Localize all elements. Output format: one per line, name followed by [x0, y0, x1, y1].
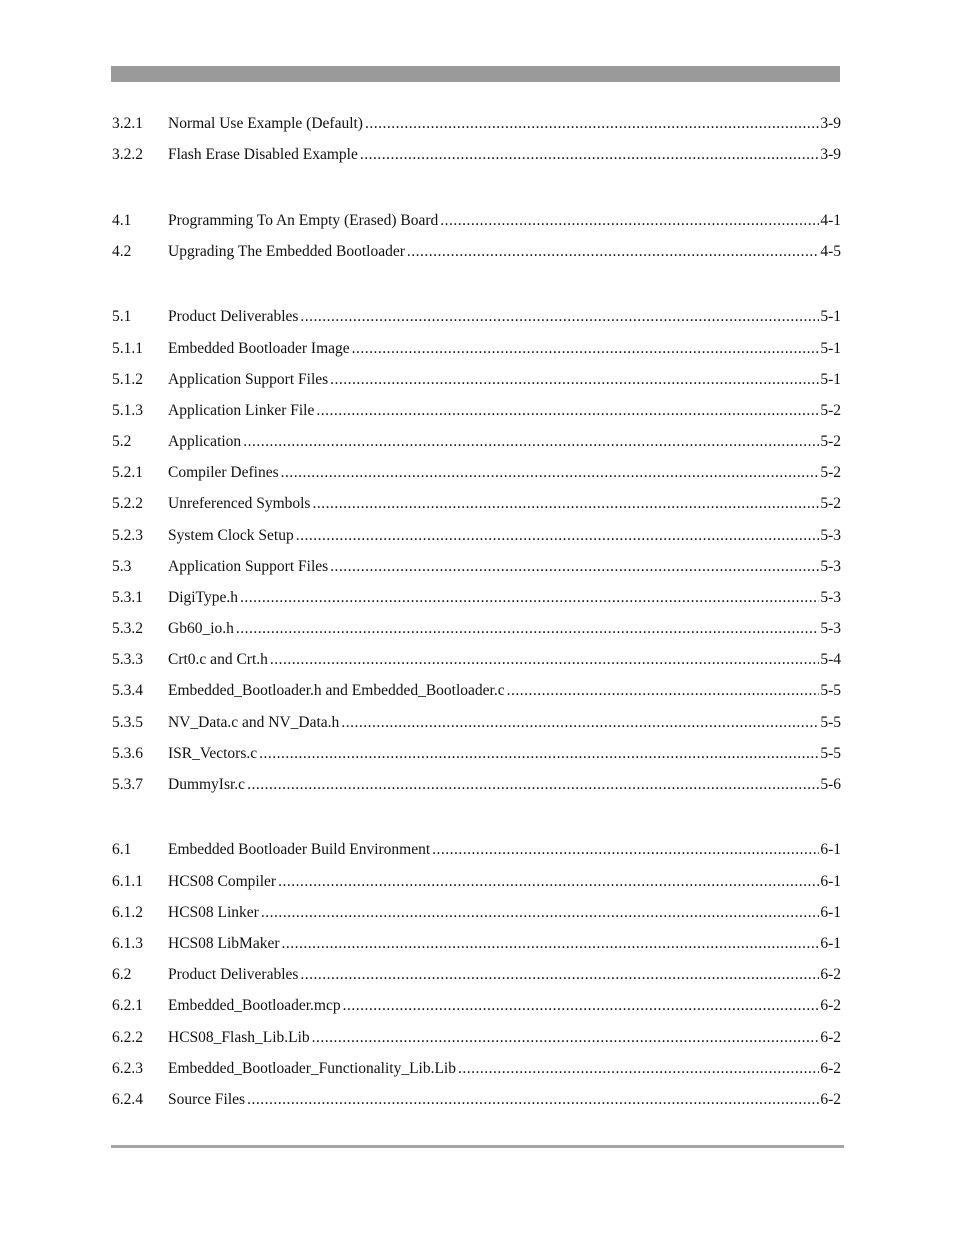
- section-number: 6.2: [112, 966, 132, 983]
- section-title: Source Files: [168, 1091, 246, 1108]
- toc-entry[interactable]: [112, 933, 841, 955]
- table-of-contents: [112, 0, 841, 1235]
- dot-leader: [236, 618, 819, 640]
- dot-leader: [316, 400, 819, 422]
- section-title: HCS08 Linker: [168, 904, 259, 921]
- section-title: Application: [168, 433, 242, 450]
- section-title: HCS08 LibMaker: [168, 935, 280, 952]
- section-title: ISR_Vectors.c: [168, 745, 258, 762]
- page-number: 6-2: [820, 1091, 841, 1108]
- section-number: 5.3.2: [112, 620, 143, 637]
- section-title: Embedded_Bootloader.h and Embedded_Bootloader.c: [168, 682, 505, 699]
- section-number: 6.1.2: [112, 904, 143, 921]
- page-number: 5-5: [820, 682, 841, 699]
- toc-entry[interactable]: [112, 964, 841, 986]
- toc-entry[interactable]: [112, 871, 841, 893]
- section-title: Embedded_Bootloader.mcp: [168, 997, 341, 1014]
- toc-entry[interactable]: [112, 1058, 841, 1080]
- page-number: 4-1: [820, 212, 841, 229]
- section-number: 6.2.1: [112, 997, 143, 1014]
- page-number: 5-2: [820, 402, 841, 419]
- section-title: Compiler Defines: [168, 464, 279, 481]
- page-number: 5-6: [820, 776, 841, 793]
- toc-entry[interactable]: [112, 525, 841, 547]
- dot-leader: [432, 839, 819, 861]
- section-title: Embedded Bootloader Build Environment: [168, 841, 431, 858]
- toc-entry[interactable]: [112, 1027, 841, 1049]
- page-number: 5-2: [820, 464, 841, 481]
- toc-entry[interactable]: [112, 680, 841, 702]
- page-number: 6-1: [820, 935, 841, 952]
- dot-leader: [281, 462, 820, 484]
- section-title: HCS08 Compiler: [168, 873, 277, 890]
- section-number: 3.2.2: [112, 146, 143, 163]
- toc-entry[interactable]: [112, 839, 841, 861]
- section-number: 6.2.4: [112, 1091, 143, 1108]
- page-number: 6-2: [820, 997, 841, 1014]
- section-number: 5.3.4: [112, 682, 143, 699]
- section-title: Product Deliverables: [168, 966, 299, 983]
- dot-leader: [240, 587, 819, 609]
- page-number: 3-9: [820, 146, 841, 163]
- dot-leader: [330, 369, 819, 391]
- dot-leader: [247, 774, 819, 796]
- dot-leader: [261, 902, 819, 924]
- section-number: 4.1: [112, 212, 132, 229]
- section-number: 5.2.2: [112, 495, 143, 512]
- page-number: 5-1: [820, 308, 841, 325]
- dot-leader: [259, 743, 819, 765]
- toc-entry[interactable]: [112, 113, 841, 135]
- section-number: 5.1.2: [112, 371, 143, 388]
- toc-entry[interactable]: [112, 618, 841, 640]
- section-title: Gb60_io.h: [168, 620, 234, 637]
- section-number: 6.2.2: [112, 1029, 143, 1046]
- section-title: Crt0.c and Crt.h: [168, 651, 268, 668]
- section-number: 5.3.6: [112, 745, 143, 762]
- section-title: Upgrading The Embedded Bootloader: [168, 243, 405, 260]
- section-title: Programming To An Empty (Erased) Board: [168, 212, 439, 229]
- toc-entry[interactable]: [112, 144, 841, 166]
- page-number: 6-1: [820, 904, 841, 921]
- page-number: 5-1: [820, 340, 841, 357]
- dot-leader: [352, 338, 820, 360]
- toc-entry[interactable]: [112, 306, 841, 328]
- page-number: 6-1: [820, 873, 841, 890]
- section-title: Embedded_Bootloader_Functionality_Lib.Lib: [168, 1060, 456, 1077]
- page-number: 6-2: [820, 1060, 841, 1077]
- section-title: NV_Data.c and NV_Data.h: [168, 714, 340, 731]
- section-number: 5.1.1: [112, 340, 143, 357]
- dot-leader: [282, 933, 820, 955]
- toc-entry[interactable]: [112, 587, 841, 609]
- dot-leader: [407, 241, 819, 263]
- section-title: Embedded Bootloader Image: [168, 340, 350, 357]
- section-title: Flash Erase Disabled Example: [168, 146, 358, 163]
- toc-entry[interactable]: [112, 462, 841, 484]
- section-number: 6.2.3: [112, 1060, 143, 1077]
- dot-leader: [343, 995, 820, 1017]
- section-title: Application Linker File: [168, 402, 315, 419]
- section-number: 5.3.3: [112, 651, 143, 668]
- dot-leader: [312, 1027, 820, 1049]
- section-title: Product Deliverables: [168, 308, 299, 325]
- toc-entry[interactable]: [112, 431, 841, 453]
- page-number: 4-5: [820, 243, 841, 260]
- section-title: DummyIsr.c: [168, 776, 246, 793]
- section-number: 3.2.1: [112, 115, 143, 132]
- toc-entry[interactable]: [112, 902, 841, 924]
- toc-entry[interactable]: [112, 995, 841, 1017]
- page-number: 5-3: [820, 527, 841, 544]
- section-number: 4.2: [112, 243, 132, 260]
- toc-entry[interactable]: [112, 1089, 841, 1111]
- section-number: 5.2.3: [112, 527, 143, 544]
- toc-entry[interactable]: [112, 774, 841, 796]
- dot-leader: [330, 556, 819, 578]
- dot-leader: [312, 493, 819, 515]
- page-number: 6-2: [820, 1029, 841, 1046]
- section-title: DigiType.h: [168, 589, 238, 606]
- section-title: Unreferenced Symbols: [168, 495, 311, 512]
- section-number: 5.2: [112, 433, 132, 450]
- section-number: 5.3.5: [112, 714, 143, 731]
- toc-entry[interactable]: [112, 241, 841, 263]
- section-title: Application Support Files: [168, 371, 329, 388]
- toc-entry[interactable]: [112, 210, 841, 232]
- dot-leader: [365, 113, 819, 135]
- section-title: Application Support Files: [168, 558, 329, 575]
- page-number: 6-2: [820, 966, 841, 983]
- page-number: 5-2: [820, 433, 841, 450]
- toc-entry[interactable]: [112, 400, 841, 422]
- page-number: 6-1: [820, 841, 841, 858]
- section-number: 5.1: [112, 308, 132, 325]
- dot-leader: [247, 1089, 819, 1111]
- section-number: 5.1.3: [112, 402, 143, 419]
- page-number: 5-5: [820, 714, 841, 731]
- page-number: 5-3: [820, 558, 841, 575]
- page-number: 3-9: [820, 115, 841, 132]
- dot-leader: [296, 525, 820, 547]
- section-number: 6.1.3: [112, 935, 143, 952]
- section-number: 5.3.7: [112, 776, 143, 793]
- section-title: HCS08_Flash_Lib.Lib: [168, 1029, 310, 1046]
- section-number: 6.1: [112, 841, 132, 858]
- dot-leader: [360, 144, 820, 166]
- section-number: 5.3: [112, 558, 132, 575]
- dot-leader: [440, 210, 819, 232]
- section-title: System Clock Setup: [168, 527, 294, 544]
- section-number: 5.2.1: [112, 464, 143, 481]
- page-number: 5-3: [820, 589, 841, 606]
- toc-entry[interactable]: [112, 338, 841, 360]
- dot-leader: [341, 712, 819, 734]
- page-number: 5-4: [820, 651, 841, 668]
- toc-entry[interactable]: [112, 712, 841, 734]
- page-number: 5-2: [820, 495, 841, 512]
- toc-entry[interactable]: [112, 369, 841, 391]
- page-number: 5-5: [820, 745, 841, 762]
- footer-rule: [111, 1145, 844, 1148]
- dot-leader: [300, 306, 819, 328]
- dot-leader: [278, 871, 819, 893]
- dot-leader: [270, 649, 819, 671]
- page-number: 5-1: [820, 371, 841, 388]
- page-number: 5-3: [820, 620, 841, 637]
- dot-leader: [507, 680, 820, 702]
- dot-leader: [300, 964, 819, 986]
- section-title: Normal Use Example (Default): [168, 115, 363, 132]
- toc-entry[interactable]: [112, 649, 841, 671]
- section-number: 5.3.1: [112, 589, 143, 606]
- section-number: 6.1.1: [112, 873, 143, 890]
- dot-leader: [243, 431, 819, 453]
- dot-leader: [458, 1058, 819, 1080]
- toc-entry[interactable]: [112, 493, 841, 515]
- toc-entry[interactable]: [112, 743, 841, 765]
- toc-entry[interactable]: [112, 556, 841, 578]
